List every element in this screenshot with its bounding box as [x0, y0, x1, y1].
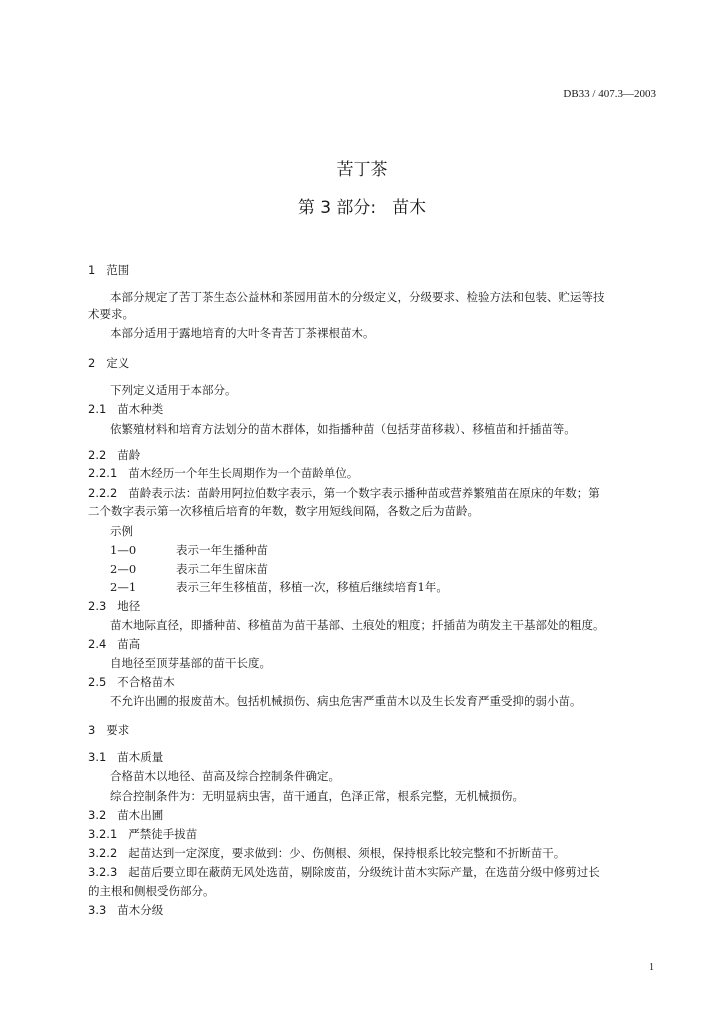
document-subtitle [0, 193, 724, 218]
paragraph: 下列定义适用于本部分。 [110, 383, 237, 397]
example-row: 2—1 表示三年生移植苗，移植一次，移植后继续培育1年。 [110, 580, 448, 594]
subsection-heading: 2.5 不合格苗木 [88, 675, 175, 689]
subsection-heading: 2.2 苗龄 [88, 448, 141, 462]
paragraph: 二个数字表示第一次移植后培育的年数，数字用短线间隔，各数之后为苗龄。 [88, 504, 479, 518]
section-1-heading [88, 263, 129, 277]
paragraph: 的主根和侧根受伤部分。 [88, 884, 215, 898]
paragraph: 苗木地际直径，即播种苗、移植苗为苗干基部、土痕处的粗度；扦插苗为萌发主干基部处的粗度。 [110, 618, 605, 632]
part-label: 第 3 部分: [297, 198, 377, 218]
paragraph: 自地径至顶芽基部的苗干长度。 [110, 656, 271, 670]
paragraph: 术要求。 [88, 307, 134, 321]
section-number: 3 [88, 723, 96, 737]
subsection-heading: 3.2 苗木出圃 [88, 808, 164, 822]
paragraph: 综合控制条件为：无明显病虫害，苗干通直，色泽正常，根系完整，无机械损伤。 [110, 789, 524, 803]
example-label: 示例 [110, 524, 133, 538]
section-number: 2 [88, 356, 96, 370]
example-row: 1—0 表示一年生播种苗 [110, 543, 268, 557]
paragraph: 本部分规定了苦丁茶生态公益林和茶园用苗木的分级定义，分级要求、检验方法和包装、贮运等技 [110, 290, 605, 304]
section-number: 1 [88, 263, 96, 277]
subsection-heading: 2.1 苗木种类 [88, 402, 164, 416]
subsection-heading: 3.3 苗木分级 [88, 903, 164, 917]
standard-number: DB33 / 407.3—2003 [563, 88, 656, 100]
clause: 3.2.2 起苗达到一定深度，要求做到：少、伤侧根、须根，保持根系比较完整和不折断苗干。 [88, 846, 566, 860]
section-2-heading [88, 356, 129, 370]
example-row: 2—0 表示二年生留床苗 [110, 562, 268, 576]
section-title: 要求 [106, 723, 130, 737]
clause: 2.2.1 苗木经历一个年生长周期作为一个苗龄单位。 [88, 466, 359, 480]
paragraph: 合格苗木以地径、苗高及综合控制条件确定。 [110, 769, 340, 783]
section-3-heading [88, 723, 129, 737]
part-title: 苗木 [392, 198, 427, 218]
page-number: 1 [649, 962, 654, 973]
paragraph: 不允许出圃的报废苗木。包括机械损伤、病虫危害严重苗木以及生长发育严重受抑的弱小苗。 [110, 694, 582, 708]
paragraph: 依繁殖材料和培育方法划分的苗木群体，如指播种苗（包括芽苗移栽）、移植苗和扦插苗等。 [110, 422, 576, 436]
clause: 3.2.1 严禁徒手拔苗 [88, 827, 198, 841]
subsection-heading: 2.4 苗高 [88, 637, 141, 651]
document-title: 苦丁茶 [336, 160, 388, 180]
subsection-heading: 2.3 地径 [88, 599, 141, 613]
paragraph: 本部分适用于露地培育的大叶冬青苦丁茶裸根苗木。 [110, 326, 375, 340]
section-title: 定义 [106, 356, 130, 370]
subsection-heading: 3.1 苗木质量 [88, 750, 164, 764]
section-title: 范围 [106, 263, 130, 277]
clause: 3.2.3 起苗后要立即在蔽荫无风处选苗，剔除废苗，分级统计苗木实际产量，在选苗分级中修剪过长 [88, 865, 600, 879]
clause: 2.2.2 苗龄表示法：苗龄用阿拉伯数字表示，第一个数字表示播种苗或营养繁殖苗在原床的年数；第 [88, 486, 600, 500]
